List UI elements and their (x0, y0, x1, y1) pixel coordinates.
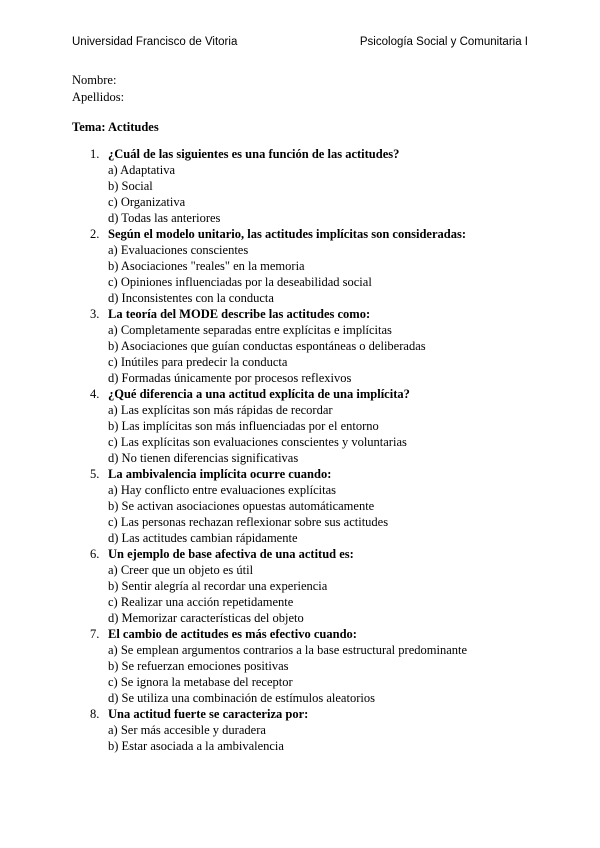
question-text: ¿Qué diferencia a una actitud explícita de una implícita? (108, 387, 410, 401)
course-name: Psicología Social y Comunitaria I (359, 36, 528, 48)
question-number: 5. (90, 467, 100, 481)
university-name: Universidad Francisco de Vitoria (72, 36, 238, 48)
question-line (72, 226, 542, 242)
question-text: Según el modelo unitario, las actitudes implícitas son consideradas: (108, 227, 467, 241)
question-item (72, 706, 542, 754)
question-line (72, 146, 542, 162)
answer-option: a) Se emplean argumentos contrarios a la base estructural predominante (108, 643, 468, 657)
answer-option: c) Las explícitas son evaluaciones conscientes y voluntarias (108, 435, 407, 449)
answer-option: b) Estar asociada a la ambivalencia (108, 739, 284, 753)
answer-option: c) Realizar una acción repetidamente (108, 595, 294, 609)
question-item (72, 306, 542, 386)
question-number: 8. (90, 707, 100, 721)
answer-option: a) Las explícitas son más rápidas de recordar (108, 403, 333, 417)
answer-option: c) Las personas rechazan reflexionar sobre sus actitudes (108, 515, 389, 529)
question-line (72, 706, 542, 722)
student-fields (72, 72, 124, 106)
answer-option: c) Inútiles para predecir la conducta (108, 355, 288, 369)
question-line (72, 626, 542, 642)
question-item (72, 626, 542, 706)
answer-option: d) Las actitudes cambian rápidamente (108, 531, 298, 545)
question-line (72, 466, 542, 482)
question-line (72, 306, 542, 322)
question-line (72, 546, 542, 562)
answer-option: b) Asociaciones "reales" en la memoria (108, 259, 305, 273)
question-list (72, 146, 542, 754)
answer-option: a) Hay conflicto entre evaluaciones explícitas (108, 483, 337, 497)
answer-option: b) Se activan asociaciones opuestas automáticamente (108, 499, 375, 513)
answer-option: d) Memorizar características del objeto (108, 611, 304, 625)
answer-option: a) Evaluaciones conscientes (108, 243, 249, 257)
question-number: 3. (90, 307, 100, 321)
question-number: 1. (90, 147, 100, 161)
question-number: 2. (90, 227, 100, 241)
question-text: Un ejemplo de base afectiva de una actitud es: (108, 547, 354, 561)
answer-option: c) Opiniones influenciadas por la deseabilidad social (108, 275, 372, 289)
answer-option: d) Todas las anteriores (108, 211, 221, 225)
answer-option: a) Adaptativa (108, 163, 175, 177)
question-item (72, 146, 542, 226)
question-text: Una actitud fuerte se caracteriza por: (108, 707, 309, 721)
name-label: Nombre: (72, 73, 117, 87)
answer-option: d) Formadas únicamente por procesos reflexivos (108, 371, 352, 385)
answer-option: c) Se ignora la metabase del receptor (108, 675, 293, 689)
answer-option: a) Creer que un objeto es útil (108, 563, 254, 577)
question-number: 7. (90, 627, 100, 641)
topic-title: Tema: Actitudes (72, 120, 159, 134)
question-number: 6. (90, 547, 100, 561)
answer-option: c) Organizativa (108, 195, 186, 209)
answer-option: a) Ser más accesible y duradera (108, 723, 266, 737)
answer-option: b) Sentir alegría al recordar una experiencia (108, 579, 328, 593)
question-item (72, 546, 542, 626)
answer-option: b) Las implícitas son más influenciadas por el entorno (108, 419, 379, 433)
question-text: El cambio de actitudes es más efectivo cuando: (108, 627, 357, 641)
question-item (72, 466, 542, 546)
question-text: La teoría del MODE describe las actitudes como: (108, 307, 371, 321)
answer-option: d) Se utiliza una combinación de estímulos aleatorios (108, 691, 375, 705)
question-item (72, 386, 542, 466)
question-line (72, 386, 542, 402)
question-item (72, 226, 542, 306)
question-text: La ambivalencia implícita ocurre cuando: (108, 467, 332, 481)
answer-option: b) Asociaciones que guían conductas espontáneas o deliberadas (108, 339, 426, 353)
question-number: 4. (90, 387, 100, 401)
answer-option: b) Social (108, 179, 153, 193)
answer-option: a) Completamente separadas entre explícitas e implícitas (108, 323, 392, 337)
answer-option: b) Se refuerzan emociones positivas (108, 659, 289, 673)
page-header (72, 36, 528, 50)
question-text: ¿Cuál de las siguientes es una función de las actitudes? (108, 147, 400, 161)
surname-label: Apellidos: (72, 90, 125, 104)
answer-option: d) No tienen diferencias significativas (108, 451, 299, 465)
answer-option: d) Inconsistentes con la conducta (108, 291, 274, 305)
